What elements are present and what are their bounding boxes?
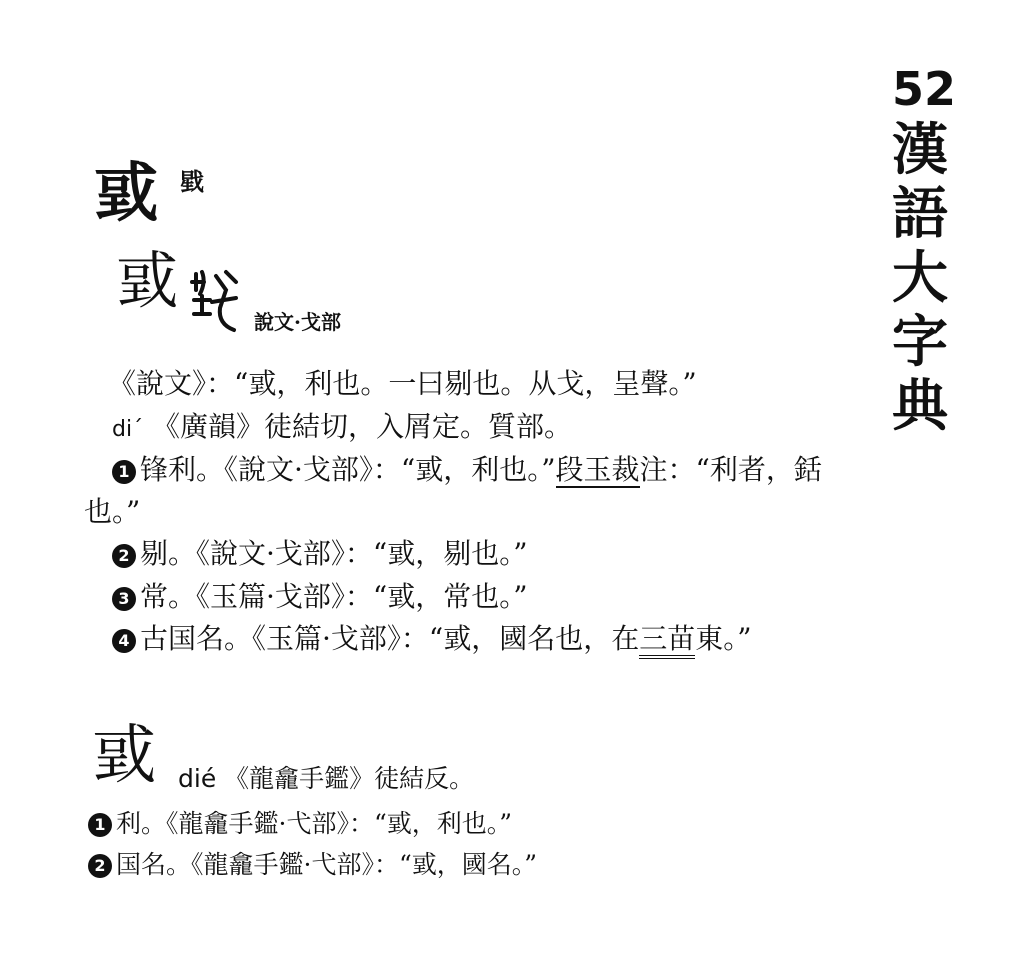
headword-variant: 戥	[180, 167, 204, 196]
sense-3	[112, 580, 528, 613]
sense-text: 常。《玉篇·戈部》：“戜，常也。”	[140, 580, 528, 613]
seal-source-label: 說文·戈部	[254, 310, 341, 334]
pinyin: diˊ	[112, 417, 144, 442]
headword-standard-form: 戜	[116, 244, 179, 317]
sense-text: 東。”	[695, 622, 752, 655]
book-title-char: 典	[892, 373, 948, 439]
sense-text: 剔。《說文·戈部》：“戜，剔也。”	[140, 537, 528, 570]
reading-line-2	[178, 766, 474, 791]
pinyin: dié	[178, 764, 217, 793]
entry2-sense-1	[88, 811, 512, 837]
sense-text: 国名。《龍龕手鑑·弋部》：“戜，國名。”	[116, 850, 538, 879]
sense-number-badge: 4	[112, 629, 136, 653]
fanqie-text: 《龍龕手鑑》徒結反。	[224, 764, 475, 793]
sense-1	[112, 453, 822, 486]
fanqie-text: 《廣韻》徒結切，入屑定。質部。	[151, 410, 572, 443]
sense-number-badge: 1	[88, 813, 112, 837]
sense-text: 利。《龍龕手鑑·弋部》：“戜，利也。”	[116, 809, 513, 838]
sense-number-badge: 2	[112, 544, 136, 568]
headword-2: 戜	[92, 719, 156, 793]
sense-text: 注：“利者，銛	[639, 453, 822, 486]
sense-1-continuation: 也。”	[84, 495, 141, 528]
book-title-char: 大	[892, 245, 948, 311]
sense-4	[112, 622, 752, 655]
shuowen-quote: 《說文》：“戜，利也。一曰剔也。从戈，呈聲。”	[108, 367, 697, 400]
book-title-char: 漢	[892, 117, 948, 183]
sense-2	[112, 537, 528, 570]
reading-line	[112, 410, 572, 443]
sense-number-badge: 1	[112, 460, 136, 484]
headword: 戜	[94, 156, 158, 231]
sense-number-badge: 2	[88, 854, 112, 878]
underlined-place-name: 三苗	[639, 622, 695, 659]
page-number: 52	[892, 62, 957, 116]
sense-text: 锋利。《說文·戈部》：“戜，利也。”	[140, 453, 556, 486]
book-title-char: 語	[892, 181, 948, 247]
book-title	[888, 118, 952, 438]
book-title-char: 字	[892, 309, 948, 375]
seal-script-glyph	[190, 268, 240, 334]
sense-text: 古国名。《玉篇·戈部》：“戜，國名也，在	[140, 622, 640, 655]
underlined-name: 段玉裁	[555, 453, 640, 486]
entry2-sense-2	[88, 852, 537, 878]
sense-number-badge: 3	[112, 587, 136, 611]
